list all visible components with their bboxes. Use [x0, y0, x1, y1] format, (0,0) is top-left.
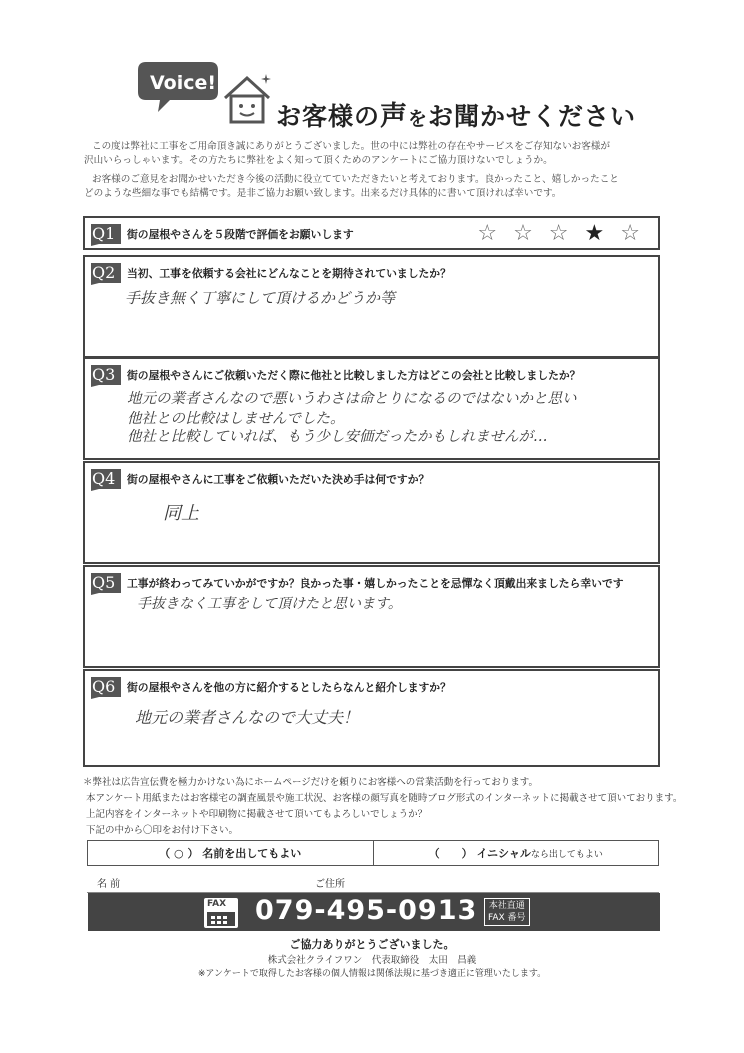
q5-text: 工事が終わってみていかがですか？良かった事・嬉しかったことを忌憚なく頂戴出来ましたら幸いです	[127, 576, 624, 590]
star-icon[interactable]: ☆	[477, 221, 498, 246]
thanks-message: ご協力ありがとうございました。	[289, 938, 455, 951]
q4-answer: 同上	[163, 503, 199, 524]
consent-options	[87, 840, 659, 866]
name-label: 名 前	[97, 879, 121, 890]
q3-answer-line-1: 地元の業者さんなので悪いうわさは命とりになるのではないかと思い	[127, 391, 577, 407]
q6-answer: 地元の業者さんなので大丈夫！	[135, 708, 360, 727]
fax-number: 079-495-0913	[255, 895, 478, 926]
q3-answer-line-3: 他社と比較していれば、もう少し安価だったかもしれませんが…	[127, 429, 548, 445]
q3-text: 街の屋根やさんにご依頼いただく際に他社と比較しました方はどこの会社と比較しましたか？	[127, 368, 581, 382]
address-label: ご住所	[315, 879, 345, 890]
voice-label: Voice!	[150, 72, 217, 94]
q6-text: 街の屋根やさんを他の方に紹介するとしたらなんと紹介しますか？	[127, 680, 451, 694]
star-icon[interactable]: ☆	[513, 221, 533, 246]
q2-answer: 手抜き無く丁寧にして頂けるかどうか等	[125, 289, 396, 307]
consent-option-name[interactable]: （ ○ ） 名前を出してもよい	[159, 847, 302, 860]
q5-badge: Q5	[89, 571, 123, 595]
q4-text: 街の屋根やさんに工事をご依頼いただいた決め手は何ですか？	[127, 472, 430, 486]
q1-badge: Q1	[89, 222, 123, 246]
question-box-q2	[83, 255, 660, 358]
intro-line-1: この度は弊社に工事をご用命頂き誠にありがとうございました。世の中には弊社の存在やサービスをご存知ないお客様が	[92, 141, 611, 152]
q2-badge: Q2	[89, 261, 123, 285]
question-box-q6	[83, 669, 660, 767]
rating-stars	[477, 223, 640, 245]
q4-badge: Q4	[89, 467, 123, 491]
page-title: お客様の声をお聞かせください	[276, 101, 637, 132]
q6-badge: Q6	[89, 675, 123, 699]
question-box-q5	[83, 565, 660, 668]
privacy-note: ※アンケートで取得したお客様の個人情報は関係法規に基づき適正に管理いたします。	[197, 969, 547, 979]
name-address-row	[87, 870, 659, 893]
star-icon[interactable]: ☆	[548, 221, 569, 246]
intro-line-4: どのような些細な事でも結構です。是非ご協力お願い致します。出来るだけ具体的に書いて頂ければ幸いです。	[84, 188, 562, 199]
intro-line-3: お客様のご意見をお聞かせいただき今後の活動に役立てていただきたいと考えております。良かったこと、嬉しかったこと	[92, 174, 619, 185]
intro-line-2: 沢山いらっしゃいます。その方たちに弊社をよく知って頂くためのアンケートにご協力頂けないでしょうか。	[84, 155, 553, 166]
note-line-1: ＊弊社は広告宣伝費を極力かけない為にホームページだけを頼りにお客様への営業活動を行っております。	[83, 777, 539, 788]
note-line-3: 上記内容をインターネットや印刷物に掲載させて頂いてもよろしいでしょうか？	[86, 809, 428, 820]
question-box-q1	[83, 216, 660, 250]
fax-label: FAX	[207, 899, 227, 909]
star-icon[interactable]: ☆	[620, 221, 640, 246]
company-name: 株式会社クライフワン 代表取締役 太田 昌義	[267, 955, 477, 966]
q1-text: 街の屋根やさんを５段階で評価をお願いします	[127, 227, 354, 241]
q3-answer-line-2: 他社との比較はしませんでした。	[127, 411, 345, 427]
note-line-2: 本アンケート用紙またはお客様宅の調査風景や施工状況、お客様の顔写真を随時ブログ形式のインターネットに掲載させて頂いております。	[86, 793, 683, 804]
q5-answer: 手抜きなく工事をして頂けたと思います。	[137, 596, 402, 612]
q2-text: 当初、工事を依頼する会社にどんなことを期待されていましたか？	[127, 266, 451, 280]
question-box-q3	[83, 357, 660, 460]
q3-badge: Q3	[89, 363, 123, 387]
house-smile-icon	[222, 70, 272, 126]
question-box-q4	[83, 461, 660, 564]
note-line-4: 下記の中から〇印をお付け下さい。	[86, 825, 239, 836]
consent-option-initial[interactable]: （ ） イニシャル なら出してもよい	[373, 841, 659, 865]
fax-direct-badge: 本社直通 FAX 番号	[484, 898, 530, 926]
star-filled-icon[interactable]: ★	[584, 221, 605, 246]
